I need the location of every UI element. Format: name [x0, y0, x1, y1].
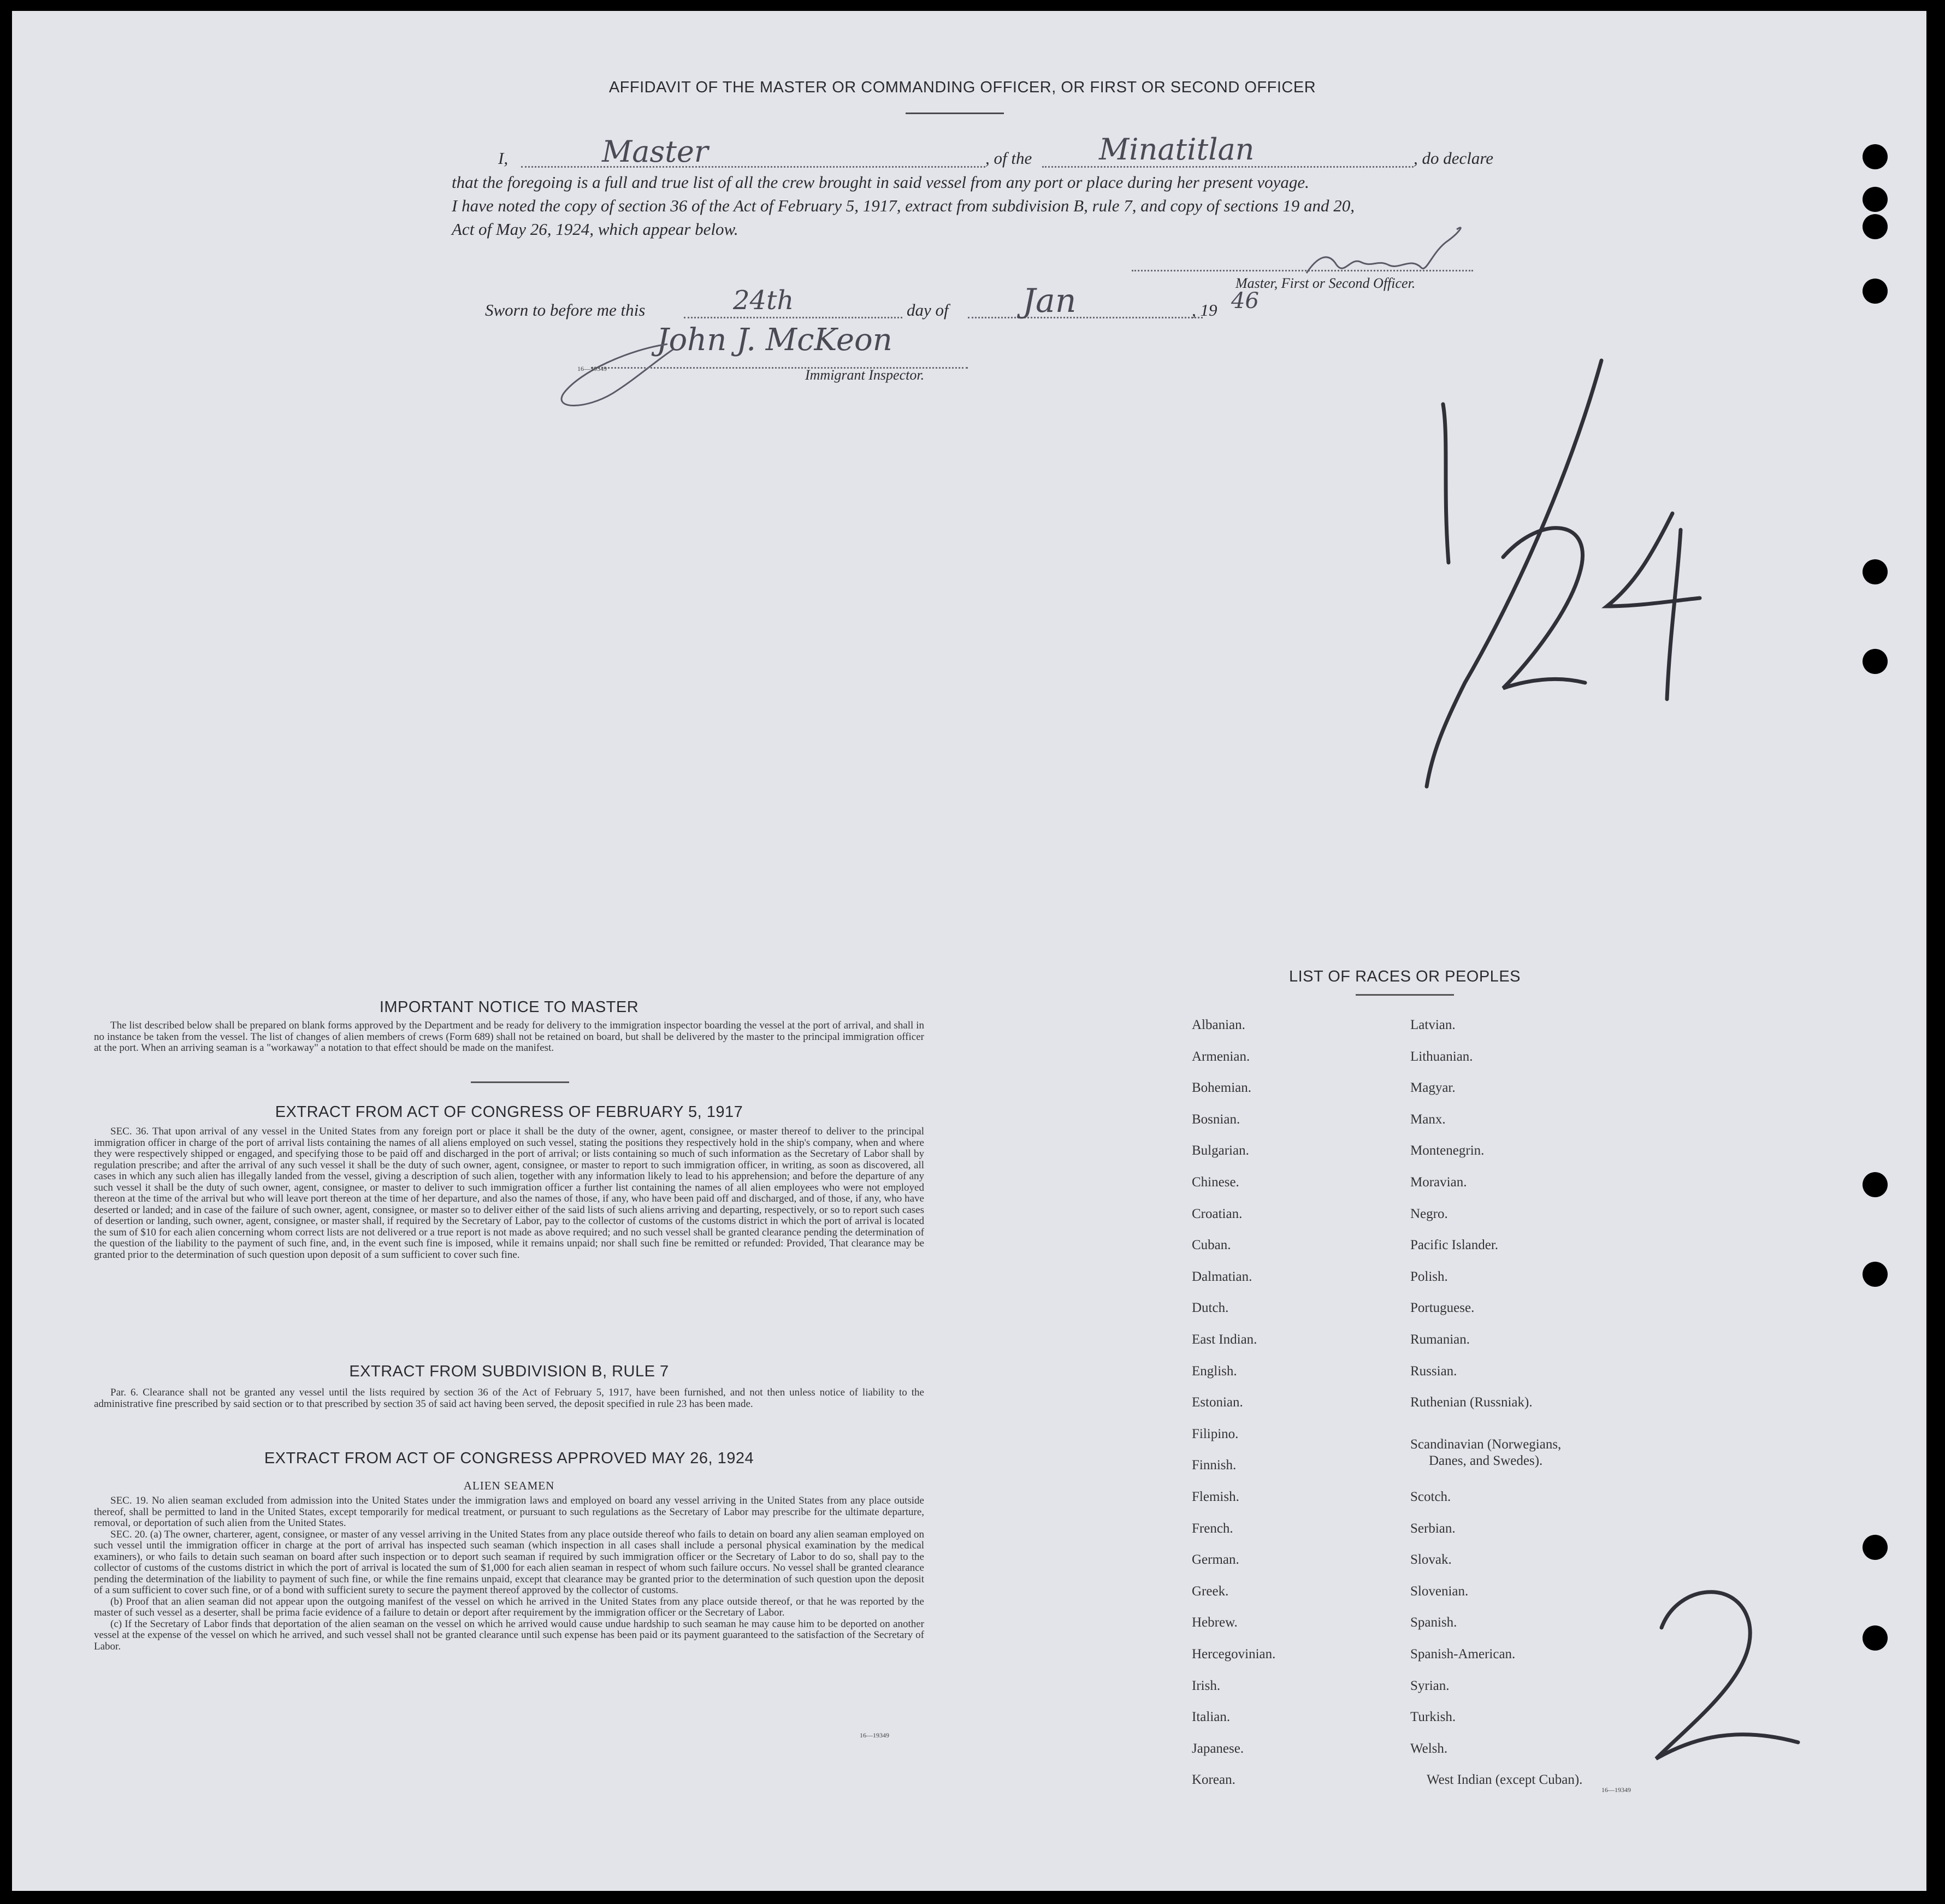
inspector-signature: John J. McKeon	[657, 322, 892, 358]
sworn-label: Sworn to before me this	[485, 300, 646, 320]
extract-rule7-title: EXTRACT FROM SUBDIVISION B, RULE 7	[349, 1363, 669, 1380]
punch-hole	[1863, 649, 1888, 674]
race-item: Montenegrin.	[1410, 1143, 1485, 1158]
race-item: Irish.	[1192, 1678, 1221, 1693]
section-divider	[471, 1081, 569, 1083]
race-item: English.	[1192, 1363, 1237, 1379]
notice-title: IMPORTANT NOTICE TO MASTER	[379, 998, 639, 1016]
race-item: Croatian.	[1192, 1206, 1243, 1221]
race-item: Cuban.	[1192, 1238, 1231, 1253]
race-item: Estonian.	[1192, 1395, 1243, 1410]
race-item: Korean.	[1192, 1772, 1235, 1788]
sworn-day-line	[684, 317, 902, 318]
race-item: East Indian.	[1192, 1332, 1257, 1347]
race-item: Slovak.	[1410, 1552, 1452, 1568]
race-item: Slovenian.	[1410, 1583, 1469, 1599]
race-item: Moravian.	[1410, 1175, 1467, 1190]
race-item: Hebrew.	[1192, 1615, 1238, 1630]
master-signature-caption: Master, First or Second Officer.	[1235, 275, 1416, 291]
race-item: Pacific Islander.	[1410, 1238, 1499, 1253]
race-item: Dutch.	[1192, 1300, 1229, 1316]
race-item: Chinese.	[1192, 1175, 1239, 1190]
punch-hole	[1863, 1262, 1888, 1287]
extract-1924-body	[94, 1495, 924, 1652]
punch-hole	[1863, 1535, 1888, 1560]
race-item: Spanish.	[1410, 1615, 1457, 1630]
affidavit-line-4: Act of May 26, 1924, which appear below.	[452, 220, 738, 239]
races-divider	[1356, 994, 1454, 996]
race-item: Negro.	[1410, 1206, 1448, 1221]
year-prefix: , 19	[1192, 300, 1217, 320]
race-item: Bosnian.	[1192, 1111, 1240, 1127]
extract-1924-title: EXTRACT FROM ACT OF CONGRESS APPROVED MAY 26, 1924	[264, 1450, 754, 1467]
punch-hole	[1863, 559, 1888, 584]
race-item: Lithuanian.	[1410, 1049, 1473, 1064]
affidavit-line-2: that the foregoing is a full and true list of all the crew brought in said vessel from any port or place during her present voyage.	[452, 173, 1309, 192]
affidavit-line-3: I have noted the copy of section 36 of the Act of February 5, 1917, extract from subdivision B, rule 7, and copy of sections 19 and 20,	[452, 196, 1355, 215]
race-item: Syrian.	[1410, 1678, 1450, 1693]
sworn-month-line	[968, 317, 1203, 318]
signature-flourish	[547, 328, 678, 415]
race-item: Ruthenian (Russniak).	[1410, 1395, 1533, 1410]
sworn-day-handwritten: 24th	[733, 285, 794, 316]
race-item: Hercegovinian.	[1192, 1647, 1276, 1661]
race-item: German.	[1192, 1552, 1239, 1568]
year-suffix-handwritten: 46	[1231, 288, 1259, 314]
race-item: Filipino.	[1192, 1426, 1239, 1441]
race-item: Welsh.	[1410, 1741, 1448, 1756]
extract-1917-title: EXTRACT FROM ACT OF CONGRESS OF FEBRUARY 5, 1917	[275, 1103, 743, 1121]
notice-body	[94, 1020, 924, 1054]
notice-paragraph: The list described below shall be prepared on blank forms approved by the Department and be ready for delivery to the immigration inspector boarding the vessel at the port of arrival, and shall in no instance be taken from the vessel. The list of changes of alien members of crews (Form 689) shall not be retained on board, but shall be delivered by the master to the principal immigration officer at the port. When an arriving seaman is a "workaway" a notation to that effect should be made on the manifest.	[94, 1020, 924, 1054]
race-item: Italian.	[1192, 1710, 1231, 1725]
race-item: Turkish.	[1410, 1710, 1456, 1725]
race-item: French.	[1192, 1521, 1233, 1536]
sec-19-paragraph: SEC. 19. No alien seaman excluded from admission into the United States under the immigration laws and employed on board any vessel arriving in the United States from any place outside thereof, shall be permitted to land in the United States, except temporarily for medical treatment, or pursuant to such regulations as the Secretary of Labor may prescribe for the ultimate departure, removal, or deportation of such alien from the United States.	[94, 1495, 924, 1529]
inspector-caption: Immigrant Inspector.	[805, 367, 925, 383]
race-item: Polish.	[1410, 1269, 1448, 1284]
race-item: Latvian.	[1410, 1018, 1456, 1032]
race-item: Armenian.	[1192, 1049, 1250, 1064]
race-item: Japanese.	[1192, 1741, 1244, 1756]
punch-hole	[1863, 214, 1888, 239]
punch-hole	[1863, 279, 1888, 304]
extract-rule7-body	[94, 1387, 924, 1410]
sec-20c-paragraph: (c) If the Secretary of Labor finds that deportation of the alien seaman on the vessel on which he arrived would cause undue hardship to such seaman he may cause him to be deported on another vessel at the expense of the vessel on which he arrived, and such vessel shall not be granted clearance until such expense has been paid or its payment guaranteed to the satisfaction of the Secretary of Labor.	[94, 1618, 924, 1652]
race-item: Russian.	[1410, 1363, 1457, 1379]
master-handwritten: Master	[602, 134, 708, 169]
race-item: West Indian (except Cuban).	[1427, 1772, 1583, 1788]
i-label: I,	[498, 149, 509, 168]
do-declare-label: , do declare	[1414, 149, 1494, 168]
punch-hole	[1863, 1625, 1888, 1651]
race-item: Manx.	[1410, 1111, 1446, 1127]
race-item: Bohemian.	[1192, 1080, 1252, 1096]
document-page	[12, 11, 1926, 1891]
race-item: Scandinavian (Norwegians,	[1410, 1437, 1562, 1452]
affidavit-title: AFFIDAVIT OF THE MASTER OR COMMANDING OFFICER, OR FIRST OR SECOND OFFICER	[608, 79, 1316, 96]
punch-hole	[1863, 1172, 1888, 1197]
race-item: Rumanian.	[1410, 1332, 1470, 1347]
form-number-left: 16—19349	[860, 1731, 889, 1739]
race-item: Scotch.	[1410, 1489, 1451, 1504]
form-number-right: 16—19349	[1601, 1786, 1631, 1794]
extract-1917-body	[94, 1126, 924, 1261]
master-signature	[1285, 213, 1492, 284]
title-divider	[906, 113, 1004, 114]
punch-hole	[1863, 144, 1888, 169]
extract-1917-paragraph: SEC. 36. That upon arrival of any vessel in the United States from any foreign port or place it shall be the duty of the owner, agent, consignee, or master thereof to deliver to the principal immigration officer in charge of the port of arrival lists containing the names of all aliens employed on such vessel, stating the positions they respectively hold in the ship's company, when and where they were respectively shipped or engaged, and specifying those to be paid off and discharged in the port of arrival; or lists containing so much of such information as the Secretary of Labor shall by regulation prescribe; and after the arrival of any such vessel it shall be the duty of such owner, agent, consignee, or master to report to such immigration officer, in writing, as soon as discovered, all cases in which any such alien has illegally landed from the vessel, giving a description of such alien, together with any information likely to lead to his apprehension; and before the departure of any such vessel it shall be the duty of such owner, agent, consignee, or master to deliver to such immigration officer a further list containing the names of all alien employees who were not employed thereon at the time of the arrival but who will leave port thereon at the time of her departure, and also the names of those, if any, who have been paid off and discharged, and of those, if any, who have deserted or landed; and in case of the failure of such owner, agent, consignee, or master so to deliver either of the said lists of such aliens arriving and departing, respectively, or so to report such cases of desertion or landing, such owner, agent, consignee, or master shall, if required by the Secretary of Labor, pay to the collector of customs of the customs district in which the port of arrival is located the sum of $10 for each alien concerning whom correct lists are not delivered or a true report is not made as above required; and no such vessel shall be granted clearance pending the determination of the question of the liability to the payment of such fine, and, in the event such fine is imposed, while it remains unpaid; nor shall such fine be remitted or refunded: Provided, That clearance may be granted prior to the determination of such question upon deposit of a sum sufficient to cover such fine.	[94, 1126, 924, 1261]
races-title: LIST OF RACES OR PEOPLES	[1288, 968, 1521, 985]
of-the-label: , of the	[985, 149, 1032, 168]
race-item: Danes, and Swedes).	[1429, 1453, 1543, 1468]
race-item: Portuguese.	[1410, 1300, 1475, 1316]
day-of-label: day of	[907, 300, 949, 320]
race-item: Dalmatian.	[1192, 1269, 1252, 1284]
vessel-handwritten: Minatitlan	[1099, 132, 1255, 167]
race-item: Finnish.	[1192, 1458, 1237, 1473]
race-item: Spanish-American.	[1410, 1647, 1516, 1661]
handwritten-page-number	[1629, 1562, 1814, 1775]
sec-20b-paragraph: (b) Proof that an alien seaman did not appear upon the outgoing manifest of the vessel on which he arrived in the United States from any place outside thereof, or that he was reported by the master of such vessel as a deserter, shall be prima facie evidence of a failure to detain or deport after requirement by the immigration officer or the Secretary of Labor.	[94, 1595, 924, 1618]
handwritten-date-marks	[1367, 350, 1705, 808]
alien-seamen-subtitle: ALIEN SEAMEN	[463, 1479, 555, 1492]
race-item: Bulgarian.	[1192, 1143, 1249, 1158]
sec-20a-paragraph: SEC. 20. (a) The owner, charterer, agent, consignee, or master of any vessel arriving in the United States from any place outside thereof who fails to detain on board any alien seaman employed on such vessel until the immigration officer in charge at the port of arrival has inspected such seaman (which inspection in all cases shall include a personal physical examination by the medical examiners), or who fails to detain such seaman on board after such inspection or to deport such seaman if required by such immigration officer or the Secretary of Labor to do so, shall pay to the collector of customs of the customs district in which the port of arrival is located the sum of $1,000 for each alien seaman in respect of whom such failure occurs. No vessel shall be granted clearance pending the determination of the liability to payment of such fine, or while the fine remains unpaid, except that clearance may be granted prior to the determination of such question upon the deposit of a sum sufficient to cover such fine, or of a bond with sufficient surety to secure the payment thereof approved by the collector of customs.	[94, 1528, 924, 1596]
sworn-month-handwritten: Jan	[1022, 282, 1077, 320]
race-item: Albanian.	[1192, 1018, 1245, 1032]
master-field-line	[521, 166, 985, 168]
race-item: Serbian.	[1410, 1521, 1456, 1536]
race-item: Magyar.	[1410, 1080, 1456, 1096]
punch-hole	[1863, 187, 1888, 212]
extract-rule7-paragraph: Par. 6. Clearance shall not be granted any vessel until the lists required by section 36 of the Act of February 5, 1917, have been furnished, and not then unless notice of liability to the administrative fine prescribed by said section or to that prescribed by section 35 of said act having been served, the deposit specified in rule 23 has been made.	[94, 1387, 924, 1410]
race-item: Flemish.	[1192, 1489, 1239, 1504]
form-number-top: 16—19349	[577, 365, 607, 372]
race-item: Greek.	[1192, 1583, 1229, 1599]
